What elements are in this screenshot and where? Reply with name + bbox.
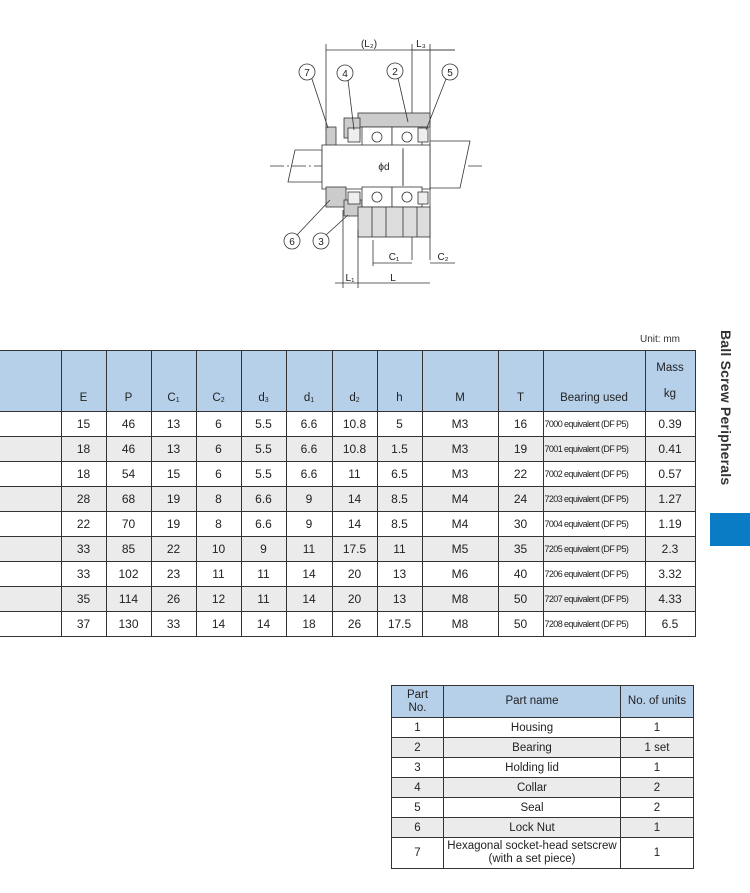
- cell-C2: 6: [196, 412, 241, 437]
- bearing-support-drawing: [260, 30, 490, 290]
- cell-C2: 8: [196, 487, 241, 512]
- cell-d2: 17.5: [332, 537, 377, 562]
- cell-M: M3: [422, 437, 498, 462]
- cell-mass: 2.3: [645, 537, 695, 562]
- cell-E: 22: [61, 512, 106, 537]
- cell-E: 33: [61, 537, 106, 562]
- cell-M: M5: [422, 537, 498, 562]
- spec-header-row: [0, 351, 695, 412]
- cell-d2: 10.8: [332, 412, 377, 437]
- row-blank-cell: [0, 437, 61, 462]
- cell-bearing-used: 7207 equivalent (DF P5): [543, 587, 645, 612]
- cell-C1: 19: [151, 487, 196, 512]
- cell-bearing-used: 7004 equivalent (DF P5): [543, 512, 645, 537]
- header-E: E: [61, 351, 106, 412]
- dim-C2: C₂: [437, 252, 449, 263]
- dim-L3: L₃: [416, 39, 426, 50]
- section-side-label: Ball Screw Peripherals: [718, 330, 734, 486]
- header-d3: $d_3$: [241, 351, 286, 412]
- cell-d1: 18: [286, 612, 332, 637]
- cell-T: 24: [498, 487, 543, 512]
- cell-C1: 22: [151, 537, 196, 562]
- cell-d1: 6.6: [286, 462, 332, 487]
- cell-h: 13: [377, 587, 422, 612]
- header-no-of-units: No. of units: [621, 686, 694, 718]
- balloon-6: 6: [289, 237, 295, 248]
- balloon-7: 7: [304, 68, 310, 79]
- cell-P: 46: [106, 437, 151, 462]
- cell-no-of-units: 2: [621, 798, 694, 818]
- dim-C1: C₁: [388, 252, 400, 263]
- cell-no-of-units: 1: [621, 718, 694, 738]
- cell-d3: 14: [241, 612, 286, 637]
- cell-d3: 6.6: [241, 512, 286, 537]
- cell-C2: 11: [196, 562, 241, 587]
- cell-M: M8: [422, 612, 498, 637]
- row-blank-cell: [0, 512, 61, 537]
- cell-T: 35: [498, 537, 543, 562]
- cell-part-name: Seal: [444, 798, 621, 818]
- table-row: [392, 778, 694, 798]
- cell-E: 33: [61, 562, 106, 587]
- cell-E: 18: [61, 437, 106, 462]
- cell-P: 130: [106, 612, 151, 637]
- cell-part-no: 3: [392, 758, 444, 778]
- cell-h: 6.5: [377, 462, 422, 487]
- cell-no-of-units: 1: [621, 838, 694, 869]
- cell-C1: 13: [151, 437, 196, 462]
- table-row: [0, 512, 695, 537]
- header-part-name: Part name: [444, 686, 621, 718]
- cell-C1: 23: [151, 562, 196, 587]
- cell-d2: 14: [332, 487, 377, 512]
- cell-T: 22: [498, 462, 543, 487]
- row-blank-cell: [0, 412, 61, 437]
- cell-part-no: 6: [392, 818, 444, 838]
- cell-C1: 33: [151, 612, 196, 637]
- table-row: [392, 758, 694, 778]
- unit-label: Unit: mm: [640, 334, 680, 345]
- cell-d3: 5.5: [241, 412, 286, 437]
- cell-part-name: Hexagonal socket-head setscrew (with a set piece): [444, 838, 621, 869]
- header-P: P: [106, 351, 151, 412]
- cell-M: M4: [422, 487, 498, 512]
- table-row: [0, 612, 695, 637]
- cell-bearing-used: 7000 equivalent (DF P5): [543, 412, 645, 437]
- cell-d3: 5.5: [241, 437, 286, 462]
- cell-mass: 3.32: [645, 562, 695, 587]
- cell-mass: 4.33: [645, 587, 695, 612]
- cell-mass: 0.39: [645, 412, 695, 437]
- cell-part-no: 4: [392, 778, 444, 798]
- header-h: h: [377, 351, 422, 412]
- cell-P: 46: [106, 412, 151, 437]
- cell-mass: 1.27: [645, 487, 695, 512]
- cell-C1: 15: [151, 462, 196, 487]
- cell-part-name: Collar: [444, 778, 621, 798]
- cell-d2: 10.8: [332, 437, 377, 462]
- table-row: [0, 437, 695, 462]
- cell-T: 50: [498, 612, 543, 637]
- row-blank-cell: [0, 537, 61, 562]
- dim-L: L: [390, 273, 396, 284]
- cell-P: 54: [106, 462, 151, 487]
- header-C2: $C_2$: [196, 351, 241, 412]
- cell-mass: 0.41: [645, 437, 695, 462]
- cell-part-name: Housing: [444, 718, 621, 738]
- table-row: [392, 838, 694, 869]
- cell-C2: 6: [196, 437, 241, 462]
- cell-C2: 12: [196, 587, 241, 612]
- cell-d1: 6.6: [286, 437, 332, 462]
- header-M: M: [422, 351, 498, 412]
- cell-h: 1.5: [377, 437, 422, 462]
- cell-d3: 9: [241, 537, 286, 562]
- cell-C1: 13: [151, 412, 196, 437]
- cell-E: 15: [61, 412, 106, 437]
- parts-list-table: [391, 685, 694, 869]
- row-blank-cell: [0, 587, 61, 612]
- cell-h: 8.5: [377, 512, 422, 537]
- cell-d1: 14: [286, 587, 332, 612]
- header-mass: Mass kg: [645, 351, 695, 412]
- cell-T: 30: [498, 512, 543, 537]
- section-tab-marker: [710, 513, 750, 546]
- cell-C2: 6: [196, 462, 241, 487]
- cell-P: 70: [106, 512, 151, 537]
- header-T: T: [498, 351, 543, 412]
- cell-M: M6: [422, 562, 498, 587]
- cell-T: 50: [498, 587, 543, 612]
- balloon-2: 2: [392, 67, 398, 78]
- balloon-4: 4: [342, 69, 348, 80]
- cell-bearing-used: 7208 equivalent (DF P5): [543, 612, 645, 637]
- cell-mass: 0.57: [645, 462, 695, 487]
- table-row: [0, 587, 695, 612]
- dimension-spec-table: [0, 350, 696, 637]
- header-d1: $d_1$: [286, 351, 332, 412]
- cell-bearing-used: 7206 equivalent (DF P5): [543, 562, 645, 587]
- cell-no-of-units: 2: [621, 778, 694, 798]
- cell-T: 19: [498, 437, 543, 462]
- cell-C2: 8: [196, 512, 241, 537]
- table-row: [0, 562, 695, 587]
- cell-E: 28: [61, 487, 106, 512]
- row-blank-cell: [0, 487, 61, 512]
- cell-C2: 14: [196, 612, 241, 637]
- table-row: [0, 487, 695, 512]
- cell-E: 37: [61, 612, 106, 637]
- cell-d3: 11: [241, 562, 286, 587]
- table-row: [0, 537, 695, 562]
- cell-h: 5: [377, 412, 422, 437]
- cell-d1: 9: [286, 487, 332, 512]
- cell-d1: 9: [286, 512, 332, 537]
- cell-M: M8: [422, 587, 498, 612]
- cell-h: 11: [377, 537, 422, 562]
- cell-d2: 20: [332, 562, 377, 587]
- cell-part-no: 2: [392, 738, 444, 758]
- cell-C2: 10: [196, 537, 241, 562]
- table-row: [392, 818, 694, 838]
- cell-d2: 26: [332, 612, 377, 637]
- cell-bearing-used: 7203 equivalent (DF P5): [543, 487, 645, 512]
- cell-bearing-used: 7205 equivalent (DF P5): [543, 537, 645, 562]
- header-blank: [0, 351, 61, 412]
- cell-M: M3: [422, 412, 498, 437]
- table-row: [0, 462, 695, 487]
- cell-mass: 1.19: [645, 512, 695, 537]
- cell-M: M3: [422, 462, 498, 487]
- dim-L2: (L₂): [360, 39, 378, 50]
- cell-P: 114: [106, 587, 151, 612]
- cell-no-of-units: 1: [621, 758, 694, 778]
- cell-d2: 11: [332, 462, 377, 487]
- cell-d3: 6.6: [241, 487, 286, 512]
- cell-T: 40: [498, 562, 543, 587]
- cell-d1: 11: [286, 537, 332, 562]
- cell-part-no: 7: [392, 838, 444, 869]
- table-row: [392, 738, 694, 758]
- row-blank-cell: [0, 612, 61, 637]
- dim-L1: L₁: [345, 273, 355, 284]
- cell-h: 13: [377, 562, 422, 587]
- cell-part-name: Lock Nut: [444, 818, 621, 838]
- cell-bearing-used: 7002 equivalent (DF P5): [543, 462, 645, 487]
- row-blank-cell: [0, 562, 61, 587]
- cell-d2: 20: [332, 587, 377, 612]
- cell-h: 8.5: [377, 487, 422, 512]
- cell-d1: 6.6: [286, 412, 332, 437]
- cell-part-name: Holding lid: [444, 758, 621, 778]
- table-row: [392, 798, 694, 818]
- balloon-3: 3: [318, 237, 324, 248]
- cell-M: M4: [422, 512, 498, 537]
- cell-T: 16: [498, 412, 543, 437]
- cell-h: 17.5: [377, 612, 422, 637]
- header-C1: $C_1$: [151, 351, 196, 412]
- cell-E: 18: [61, 462, 106, 487]
- header-part-no: Part No.: [392, 686, 444, 718]
- cell-P: 85: [106, 537, 151, 562]
- cell-no-of-units: 1 set: [621, 738, 694, 758]
- cell-part-no: 1: [392, 718, 444, 738]
- table-row: [392, 718, 694, 738]
- cell-P: 102: [106, 562, 151, 587]
- cell-part-no: 5: [392, 798, 444, 818]
- row-blank-cell: [0, 462, 61, 487]
- cell-C1: 26: [151, 587, 196, 612]
- cell-d3: 11: [241, 587, 286, 612]
- cell-P: 68: [106, 487, 151, 512]
- table-row: [0, 412, 695, 437]
- cell-no-of-units: 1: [621, 818, 694, 838]
- cell-d2: 14: [332, 512, 377, 537]
- header-bearing-used: Bearing used: [543, 351, 645, 412]
- cell-d1: 14: [286, 562, 332, 587]
- header-d2: $d_2$: [332, 351, 377, 412]
- parts-header-row: [392, 686, 694, 718]
- cell-C1: 19: [151, 512, 196, 537]
- dim-phi-d: ϕd: [378, 162, 390, 173]
- cell-bearing-used: 7001 equivalent (DF P5): [543, 437, 645, 462]
- cell-d3: 5.5: [241, 462, 286, 487]
- cell-mass: 6.5: [645, 612, 695, 637]
- cell-E: 35: [61, 587, 106, 612]
- balloon-5: 5: [447, 68, 453, 79]
- cell-part-name: Bearing: [444, 738, 621, 758]
